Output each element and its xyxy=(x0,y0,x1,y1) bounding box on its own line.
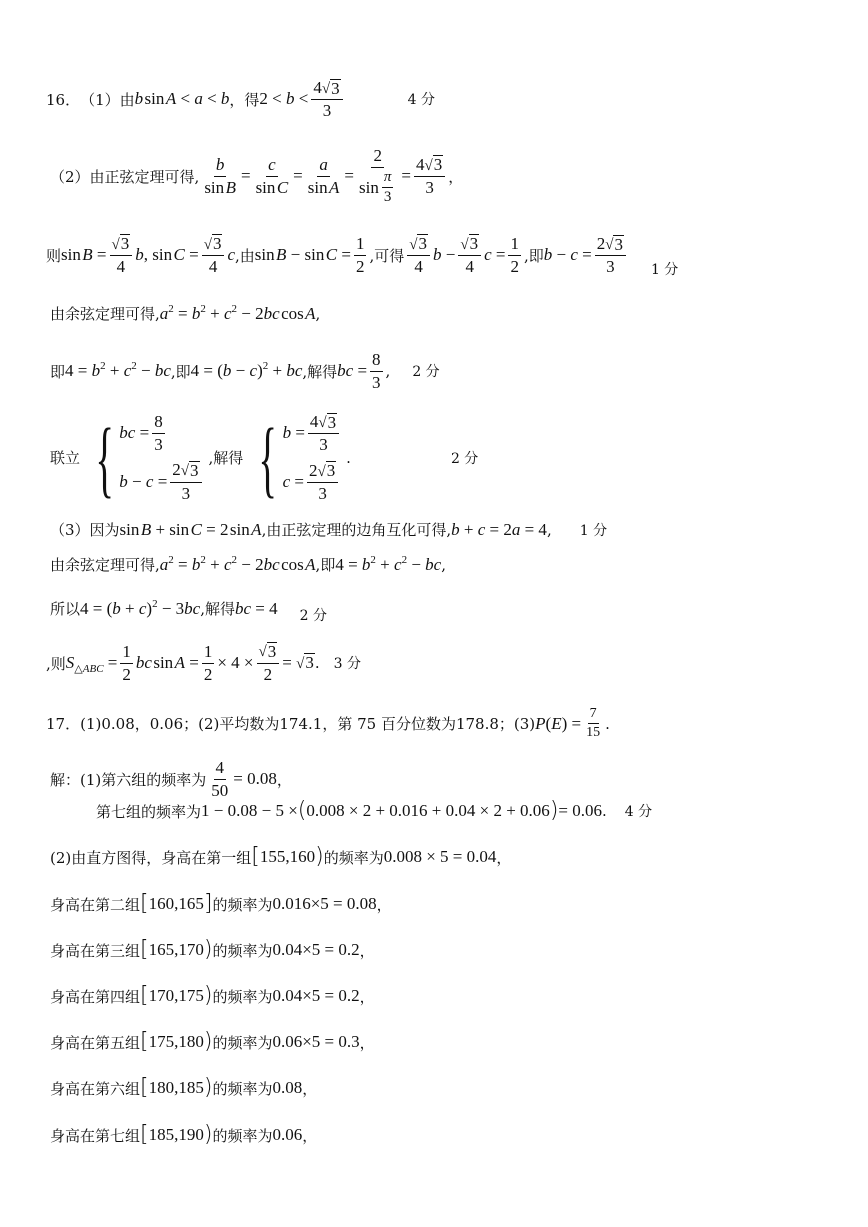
fraction: 4 √ 3 3 xyxy=(311,78,342,121)
p17-sol-1: 解：(1)第六组的频率为 $\frac{4}{50}$ = 0.08 ， xyxy=(50,758,292,800)
fraction: $\frac{4}{50}$ xyxy=(211,758,229,800)
fraction: $\frac{b}{\text{sin B}}$ xyxy=(204,154,236,197)
p16-line-4: 由余弦定理可得, $a^2 = b^2 + c^2 - 2bc$ cos A , xyxy=(50,302,321,323)
fraction: 2 sin $\frac{\pi}{3}$ xyxy=(359,146,392,205)
p17-summary: 17． (1)0.08，0.06；(2)平均数为174.1，第 75 百分位数为178.8；(3) P(E) = $\frac{7}{15}$ . xyxy=(46,706,610,741)
fraction: √ 3 4 xyxy=(202,234,225,276)
fraction: √ 3 4 xyxy=(458,234,481,276)
score: 2 分 xyxy=(299,607,327,624)
p16-line-7: （3）因为 sin B + sin C = 2 sin A ,由正弦定理的边角互化可得, b + c = 2a = 4 , 1 分 xyxy=(50,519,608,539)
p16-line-10: ,则 $S_{\triangle ABC}$ = $\frac{1}{2}$ bc sin A = $\frac{1}{2}$ × 4 × √ 3 2 = √ 3 . 3 分 xyxy=(46,642,361,684)
score: 4 分 xyxy=(407,92,435,109)
fraction: √ 3 4 xyxy=(407,234,430,276)
formula: b sin A < a < b xyxy=(134,89,230,109)
equation-system: { bc = $\frac{8}{3}$ b − c = 2 √ 3 3 xyxy=(84,412,205,503)
fraction: $\frac{c}{\text{sin C}}$ xyxy=(255,154,289,197)
p16-line-2: （2）由正弦定理可得, $\frac{b}{\text{sin B}}$ = $\frac{c}{\text{sin C}}$ = $\frac{a}{\text{sin A}}$ = 2 sin $\frac{\pi}{3}$ = 4 √ 3 3 ， xyxy=(50,146,464,205)
score: 2 分 xyxy=(412,364,440,381)
score: 1 分 xyxy=(650,262,679,279)
score: 3 分 xyxy=(333,656,361,673)
fraction: $\frac{7}{15}$ xyxy=(586,706,601,741)
fraction: √ 3 2 xyxy=(257,642,280,684)
p17-hist-1: (2)由直方图得，身高在第一组 [ 155,160 ) 的频率为 0.008 × 5 = 0.04 ， xyxy=(50,844,512,869)
fraction: $\frac{a}{\text{sin A}}$ xyxy=(307,154,340,197)
p17-hist-row: 身高在第五组 [ 175 , 180 ) 的频率为 0.06×5 = 0.3 ， xyxy=(50,1029,375,1054)
p16-line-5: 即 $4 = b^2 + c^2$ − bc ,即 $4 = (b - c)^2$ + bc ,解得 bc = $\frac{8}{3}$ , 2 分 xyxy=(50,350,440,392)
problem-number: 16． xyxy=(46,90,81,109)
p16-line-6: 联立 { bc = $\frac{8}{3}$ b − c = 2 √ 3 3 ,解得 { b = 4 √ 3 3 c = 2 √ 3 3 . 2 分 xyxy=(50,409,479,506)
score: 4 分 xyxy=(624,804,653,820)
formula: 2 < b < xyxy=(259,89,309,109)
p17-hist-row: 身高在第七组 [ 185 , 190 ) 的频率为 0.06 ， xyxy=(50,1122,318,1147)
score: 2 分 xyxy=(450,450,479,467)
fraction: $\frac{1}{2}$ xyxy=(510,234,519,276)
equation-system: { b = 4 √ 3 3 c = 2 √ 3 3 xyxy=(247,412,342,504)
p17-hist-row: 身高在第六组 [ 180 , 185 ) 的频率为 0.08 ， xyxy=(50,1075,318,1100)
score: 1 分 xyxy=(579,522,608,539)
fraction: 4 √ 3 3 xyxy=(414,155,445,198)
p17-hist-row: 身高在第四组 [ 170 , 175 ) 的频率为 0.04×5 = 0.2 ， xyxy=(50,983,375,1008)
text: ，得 xyxy=(229,90,260,109)
p16-line-1 xyxy=(46,78,868,121)
part-label: （2）由正弦定理可得, xyxy=(50,167,200,186)
fraction: √ 3 4 xyxy=(110,234,133,276)
fraction: $\frac{1}{2}$ xyxy=(355,234,365,276)
fraction: $\frac{1}{2}$ xyxy=(122,642,131,684)
p17-hist-row: 身高在第三组 [ 165 , 170 ) 的频率为 0.04×5 = 0.2 ， xyxy=(50,937,375,962)
part-label: （1）由 xyxy=(80,90,135,109)
fraction: $\frac{8}{3}$ xyxy=(372,350,381,392)
fraction: 2 √ 3 3 xyxy=(595,234,626,277)
p16-line-9: 所以 $4 = (b + c)^2 - 3bc$ ,解得 bc = 4 2 分 xyxy=(50,597,327,624)
fraction: $\frac{1}{2}$ xyxy=(203,642,213,684)
p17-group-7: 第七组的频率为 1 − 0.08 − 5 × ( 0.008 × 2 + 0.016 + 0.04 × 2 + 0.06 ) = 0.06 . 4 分 xyxy=(96,798,653,823)
p16-line-8: 由余弦定理可得, $a^2 = b^2 + c^2 - 2bc$ cos A ,即 $4 = b^2 + c^2$ − bc , xyxy=(50,553,446,574)
problem-number: 17． xyxy=(46,715,81,734)
p17-hist-row: 身高在第二组 [ 160 , 165 ] 的频率为 0.016×5 = 0.08 ， xyxy=(50,891,392,916)
p16-line-3: 则 sin B = √ 3 4 b, sin C = √ 3 4 c ,由 sin B − sin C = $\frac{1}{2}$ ,可得 √ 3 4 b − √ 3 4 c = $\frac{1}{2}$ ,即 b − c = 2 √ 3 3 1 分 xyxy=(46,234,679,279)
